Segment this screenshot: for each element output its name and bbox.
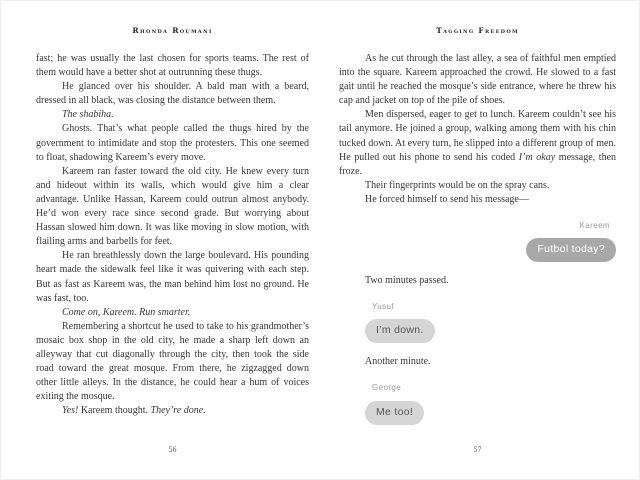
- running-head-author: Rhonda Roumani: [132, 26, 213, 35]
- text-run: message, then froze.: [339, 151, 617, 177]
- page-number-left: 56: [168, 445, 177, 454]
- text-run: fast; he was usually the last chosen for sports teams. The rest of them would have a better shot at outrunning these thugs.: [36, 53, 309, 79]
- text-run: Another minute.: [365, 356, 431, 368]
- paragraph: [339, 179, 616, 193]
- italic-text-run: I’m okay: [518, 151, 556, 163]
- text-run: Their fingerprints would be on the spray cans.: [365, 179, 550, 191]
- chat-message-kareem: [339, 219, 616, 262]
- paragraph: [36, 404, 309, 418]
- chat-message-george: [365, 381, 616, 424]
- text-run: Men dispersed, eager to get to lunch. Kareem couldn’t see his tail anymore. He joined a group, walking among them with his chin tucked down. At every turn, he slipped into a different group of men. He pulled out his phone to send his coded: [339, 109, 616, 163]
- paragraph: [36, 320, 309, 405]
- paragraph: [36, 249, 309, 305]
- paragraph: [36, 108, 309, 122]
- italic-text-run: Come on, Kareem. Run smarter.: [62, 306, 191, 318]
- chat-bubble: Futbol today?: [526, 238, 616, 262]
- text-run: Kareem thought.: [78, 405, 151, 417]
- text-run: He glanced over his shoulder. A bald man with a beard, dressed in all black, was closing the distance between them.: [36, 81, 309, 107]
- paragraph: [339, 52, 616, 108]
- paragraph: [36, 165, 309, 250]
- italic-text-run: The shabiha.: [62, 109, 114, 121]
- running-head-title: Tagging Freedom: [436, 26, 519, 35]
- text-run: Two minutes passed.: [365, 275, 449, 287]
- paragraph: [339, 355, 616, 369]
- page-body-left: [36, 52, 309, 418]
- italic-text-run: They’re done.: [150, 405, 206, 417]
- page-body-right: [339, 52, 616, 425]
- text-run: Kareem ran faster toward the old city. He knew every turn and hideout within its walls, which would give him a clear advantage. Unlike Hassan, Kareem could outrun almost anybody. He’d won every race since second grade. But worrying about Hassan slowed him down. It was like moving in slow motion, with flailing arms and barbells for feet.: [36, 165, 309, 248]
- chat-bubble: I’m down.: [365, 319, 435, 343]
- chat-sender-label: Kareem: [579, 221, 610, 231]
- page-number-right: 57: [473, 445, 482, 454]
- italic-text-run: Yes!: [62, 405, 79, 417]
- chat-message-yusuf: [365, 300, 616, 343]
- page-left: [36, 26, 309, 456]
- text-run: He forced himself to send his message—: [365, 193, 529, 205]
- chat-bubble: Me too!: [365, 401, 424, 425]
- text-run: As he cut through the last alley, a sea of faithful men emptied into the square. Kareem approached the crowd. He slowed to a fast gait until he reached the mosque’s side entrance, where he threw his cap and jacket on top of the pile of shoes.: [339, 53, 616, 107]
- chat-sender-label: George: [372, 383, 402, 393]
- paragraph: [36, 52, 309, 80]
- paragraph: [339, 193, 616, 207]
- page-right: [339, 26, 616, 456]
- chat-sender-label: Yusuf: [372, 302, 395, 312]
- text-run: Remembering a shortcut he used to take to his grandmother’s mosaic box shop in the old city, he made a sharp left down an alleyway that cut diagonally through the city, then took the side road toward the great mosque. From there, he zigzagged down other little alleys. In the distance, he could hear a hum of voices exiting the mosque.: [36, 320, 309, 403]
- text-run: He ran breathlessly down the large boulevard. His pounding heart made the sidewalk feel like it was quivering with each step. But as fast as Kareem was, the man behind him lost no ground. He was fast, too.: [36, 250, 309, 304]
- text-run: Ghosts. That’s what people called the thugs hired by the government to intimidate and stop the protesters. This one seemed to float, shadowing Kareem’s every move.: [36, 123, 309, 163]
- paragraph: [36, 80, 309, 108]
- paragraph: [36, 122, 309, 164]
- paragraph: [339, 108, 616, 178]
- paragraph: [339, 274, 616, 288]
- paragraph: [36, 306, 309, 320]
